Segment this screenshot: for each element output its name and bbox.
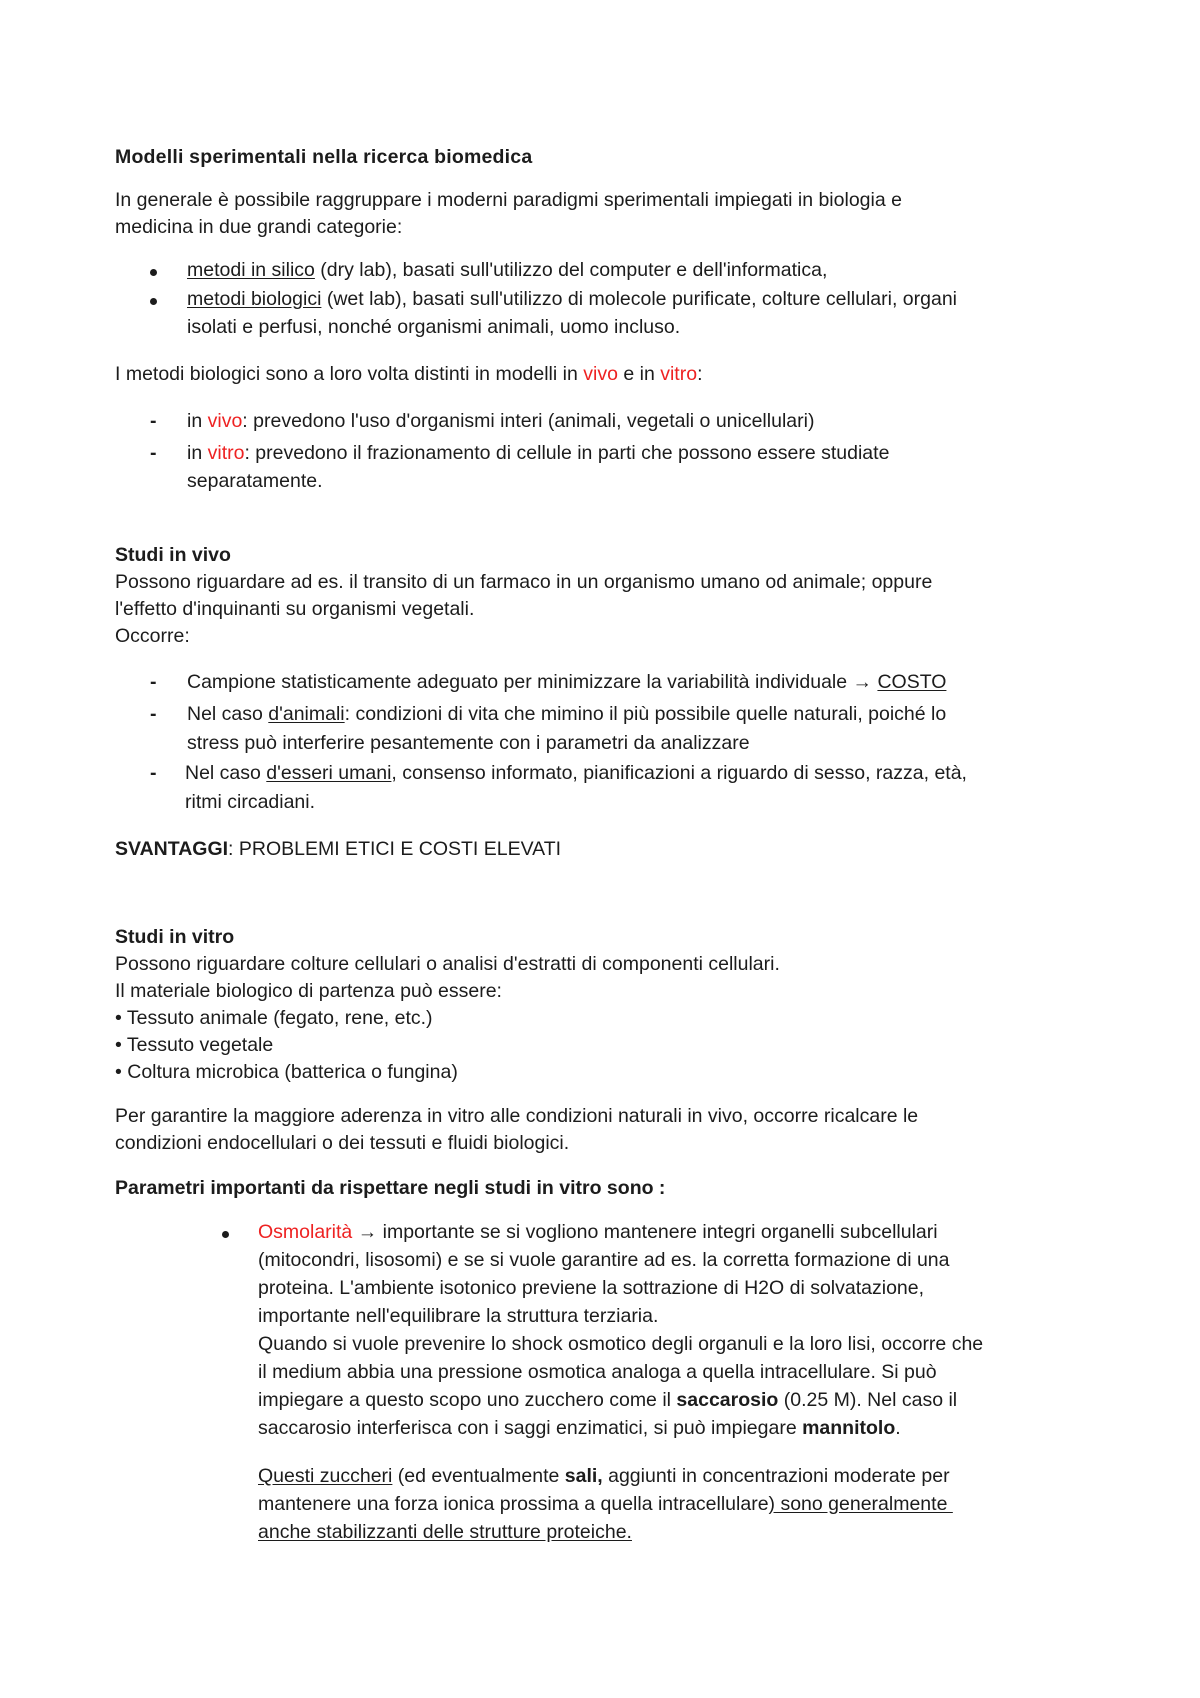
saccarosio-bold: saccarosio (676, 1389, 779, 1411)
vivo-item-3 (185, 761, 967, 785)
model-vivo-desc: : prevedono l'uso d'organismi interi (animali, vegetali o unicellulari) (242, 410, 815, 432)
vivo-item-3-pre: Nel caso (185, 762, 267, 784)
vivo-item-2-cont: stress può interferire pesantemente con i parametri da analizzare (187, 732, 750, 754)
osm-line-8-pre: saccarosio interferisca con i saggi enzimatici, si può impiegare (258, 1417, 803, 1439)
method-silico (187, 258, 827, 282)
zuccheri-mid: (ed eventualmente (392, 1465, 565, 1487)
distinction-vivo: vivo (583, 363, 618, 385)
distinction-line (115, 362, 702, 386)
dash-marker: - (150, 410, 157, 432)
osm-line-4: importante nell'equilibrare la struttura terziaria. (258, 1305, 659, 1327)
model-vitro-word: vitro (207, 442, 245, 464)
vivo-p1: Possono riguardare ad es. il transito di un farmaco in un organismo umano od animale; oppure (115, 571, 933, 593)
osm-line-6: il medium abbia una pressione osmotica analoga a quella intracellulare. Si può (258, 1361, 937, 1383)
vitro-p1: Possono riguardare colture cellulari o analisi d'estratti di componenti cellulari. (115, 953, 780, 975)
distinction-vitro: vitro (660, 363, 698, 385)
distinction-mid: e in (617, 363, 661, 385)
vitro-p2: Il materiale biologico di partenza può essere: (115, 980, 502, 1002)
vivo-item-3-cont: ritmi circadiani. (185, 791, 316, 813)
vitro-bullet-3: • Coltura microbica (batterica o fungina) (115, 1061, 458, 1083)
vivo-p3: Occorre: (115, 625, 190, 647)
mannitolo-bold: mannitolo (802, 1417, 896, 1439)
osm-line-1-text: importante se si vogliono mantenere integri organelli subcellulari (377, 1221, 938, 1243)
model-vivo-pre: in (187, 410, 208, 432)
osm-line-1 (258, 1220, 938, 1244)
model-vivo-word: vivo (207, 410, 243, 432)
model-vitro-pre: in (187, 442, 208, 464)
vitro-bullet-1: • Tessuto animale (fegato, rene, etc.) (115, 1007, 433, 1029)
bullet-dot (150, 291, 170, 314)
costo-label: COSTO (877, 671, 947, 693)
vitro-bullet-2: • Tessuto vegetale (115, 1034, 274, 1056)
model-vivo (187, 409, 814, 433)
osm-line-3: proteina. L'ambiente isotonico previene la sottrazione di H2O di solvatazione, (258, 1277, 925, 1299)
method-biologici (187, 287, 957, 311)
zuccheri-line-1 (258, 1464, 950, 1488)
dash-marker: - (150, 671, 157, 693)
model-vitro-cont: separatamente. (187, 470, 323, 492)
osm-line-7-pre: impiegare a questo scopo uno zucchero come il (258, 1389, 677, 1411)
right-arrow-icon: → (357, 1221, 378, 1243)
vitro-p4: condizioni endocellulari o dei tessuti e fluidi biologici. (115, 1132, 570, 1154)
bullet-dot (222, 1224, 242, 1247)
osm-line-7-post: (0.25 M). Nel caso il (778, 1389, 958, 1411)
zuccheri-line-2-ul: ) sono generalmente (768, 1493, 953, 1515)
osm-line-8-post: . (895, 1417, 901, 1439)
zuccheri-line-2 (258, 1492, 953, 1516)
osm-line-8 (258, 1416, 901, 1440)
right-arrow-icon: → (852, 671, 873, 693)
distinction-pre: I metodi biologici sono a loro volta distinti in modelli in (115, 363, 584, 385)
vivo-item-3-rest: , consenso informato, pianificazioni a riguardo di sesso, razza, età, (391, 762, 967, 784)
method-silico-term: metodi in silico (187, 259, 315, 281)
vivo-p2: l'effetto d'inquinanti su organismi vegetali. (115, 598, 475, 620)
vivo-heading: Studi in vivo (115, 544, 231, 566)
dash-marker: - (150, 703, 157, 725)
svantaggi-label: SVANTAGGI (115, 838, 229, 860)
zuccheri-post: aggiunti in concentrazioni moderate per (602, 1465, 950, 1487)
document-title: Modelli sperimentali nella ricerca biomedica (115, 146, 533, 168)
vivo-item-2-pre: Nel caso (187, 703, 269, 725)
method-silico-desc: (dry lab), basati sull'utilizzo del computer e dell'informatica, (314, 259, 828, 281)
model-vitro (187, 441, 889, 465)
params-heading: Parametri importanti da rispettare negli studi in vitro sono : (115, 1177, 666, 1199)
zuccheri-line-3: anche stabilizzanti delle strutture proteiche. (258, 1521, 632, 1543)
vivo-item-2 (187, 702, 946, 726)
osm-line-2: (mitocondri, lisosomi) e se si vuole garantire ad es. la corretta formazione di una (258, 1249, 950, 1271)
vivo-item-2-rest: : condizioni di vita che mimino il più possibile quelle naturali, poiché lo (344, 703, 947, 725)
intro-line-2: medicina in due grandi categorie: (115, 216, 403, 238)
distinction-post: : (697, 363, 703, 385)
model-vitro-desc: : prevedono il frazionamento di cellule in parti che possono essere studiate (244, 442, 890, 464)
vivo-item-3-ul: d'esseri umani (266, 762, 392, 784)
vivo-item-1-text: Campione statisticamente adeguato per minimizzare la variabilità individuale (187, 671, 853, 693)
osm-line-5: Quando si vuole prevenire lo shock osmotico degli organuli e la loro lisi, occorre che (258, 1333, 984, 1355)
zuccheri-ul: Questi zuccheri (258, 1465, 393, 1487)
method-biologici-desc: (wet lab), basati sull'utilizzo di molecole purificate, colture cellulari, organi (321, 288, 957, 310)
zuccheri-line-2-pre: mantenere una forza ionica prossima a quella intracellulare (258, 1493, 769, 1515)
intro-line-1: In generale è possibile raggruppare i moderni paradigmi sperimentali impiegati in biologia e (115, 189, 902, 211)
osmolarita-label: Osmolarità (258, 1221, 353, 1243)
vitro-p3: Per garantire la maggiore aderenza in vitro alle condizioni naturali in vivo, occorre ricalcare le (115, 1105, 919, 1127)
bullet-dot (150, 262, 170, 285)
sali-bold: sali, (564, 1465, 603, 1487)
svantaggi-text: : PROBLEMI ETICI E COSTI ELEVATI (228, 838, 562, 860)
vivo-item-2-ul: d'animali (268, 703, 345, 725)
vitro-heading: Studi in vitro (115, 926, 235, 948)
dash-marker: - (150, 762, 157, 784)
dash-marker: - (150, 442, 157, 464)
svantaggi-line (115, 837, 561, 861)
method-biologici-cont: isolati e perfusi, nonché organismi animali, uomo incluso. (187, 316, 681, 338)
method-biologici-term: metodi biologici (187, 288, 322, 310)
osm-line-7 (258, 1388, 957, 1412)
vivo-item-1 (187, 670, 946, 694)
